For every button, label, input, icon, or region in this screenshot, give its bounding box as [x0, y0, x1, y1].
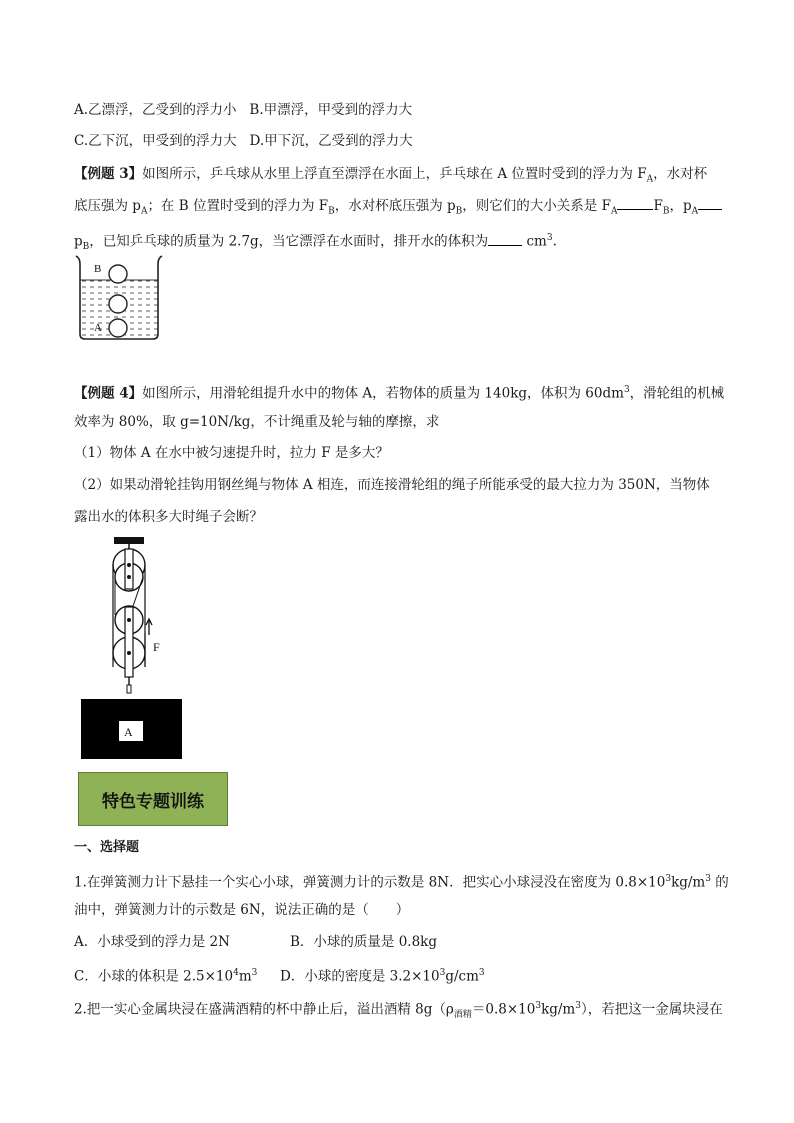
example4-question2-line1: （2）如果动滑轮挂钩用钢丝绳与物体 A 相连，而连接滑轮组的绳子所能承受的最大拉力为 350N，当物体 [74, 477, 710, 493]
ball-middle [109, 295, 127, 313]
label-a: A [124, 725, 133, 739]
example3-tag: 【例题 3】 [74, 166, 143, 182]
example4-tag: 【例题 4】 [74, 385, 143, 402]
force-arrow [146, 619, 152, 635]
option-c: C.乙下沉，甲受到的浮力大 [74, 133, 237, 149]
q1-option-b[interactable]: B．小球的质量是 0.8kg [290, 934, 438, 950]
q1-line1: 1.在弹簧测力计下悬挂一个实心小球，弹簧测力计的示数是 8N．把实心小球浸没在密度为 $0.8\times 10^3kg/m^3$ 的 [74, 874, 729, 891]
example3-line2: 底压强为 $p_A$；在 B 位置时受到的浮力为 $F_B$，水对杯底压强为 $p_B$，则它们的大小关系是 $F_A$ $F_B$，$p_A$ [74, 196, 722, 222]
q1-option-d[interactable]: D．小球的密度是 $3.2\times 10^3g/cm^3$ [280, 968, 485, 985]
ceiling-bar [114, 537, 144, 544]
option-a: A.乙漂浮，乙受到的浮力小 [74, 102, 237, 118]
example4-line2: 效率为 80%，取 g=10N/kg，不计绳重及轮与轴的摩擦，求 [74, 414, 440, 430]
option-b: B.甲漂浮，甲受到的浮力大 [249, 102, 413, 118]
prev-question-options-row1 [74, 100, 412, 120]
label-b: B [94, 263, 102, 275]
answer-blank[interactable] [488, 232, 522, 246]
example3-line3: $p_B$，已知乒乓球的质量为 2.7g，当它漂浮在水面时，排开水的体积为 $cm^3$. [74, 233, 557, 253]
q1-option-a[interactable]: A．小球受到的浮力是 2N [74, 934, 230, 950]
q1-line2: 油中，弹簧测力计的示数是 6N，说法正确的是（ ） [74, 902, 410, 918]
beaker-figure [74, 254, 164, 342]
section-title: 一、选择题 [74, 840, 140, 855]
section-badge: 特色专题训练 [78, 772, 228, 826]
q1-option-c[interactable]: C．小球的体积是 $2.5\times 10^4m^3$ [74, 968, 258, 985]
answer-blank[interactable] [698, 196, 722, 210]
answer-blank[interactable] [617, 196, 653, 210]
option-d: D.甲下沉，乙受到的浮力大 [249, 133, 413, 149]
ball-a [109, 319, 127, 337]
prev-question-options-row2 [74, 131, 413, 151]
example4-question1: （1）物体 A 在水中被匀速提升时，拉力 F 是多大？ [74, 445, 389, 461]
label-f: F [153, 640, 160, 654]
q2-line1: 2.把一实心金属块浸在盛满酒精的杯中静止后，溢出酒精 $8g(\rho_{酒精}=0.8\times 10^3kg/m^3)$，若把这一金属块浸在 [74, 1001, 723, 1021]
example4-line1: 【例题 4】如图所示，用滑轮组提升水中的物体 A，若物体的质量为 140kg，体积为 $60dm^3$，滑轮组的机械 [74, 385, 725, 402]
pulley-figure [74, 535, 194, 767]
example4-question2-line2: 露出水的体积多大时绳子会断？ [74, 509, 263, 525]
q1-options-row1 [74, 932, 437, 952]
example3-line1: 【例题 3】如图所示，乒乓球从水里上浮直至漂浮在水面上，乒乓球在 A 位置时受到的浮力为 $F_A$，水对杯 [74, 166, 708, 185]
ball-b [109, 265, 127, 283]
label-a: A [94, 322, 102, 334]
q1-options-row2 [74, 963, 485, 987]
